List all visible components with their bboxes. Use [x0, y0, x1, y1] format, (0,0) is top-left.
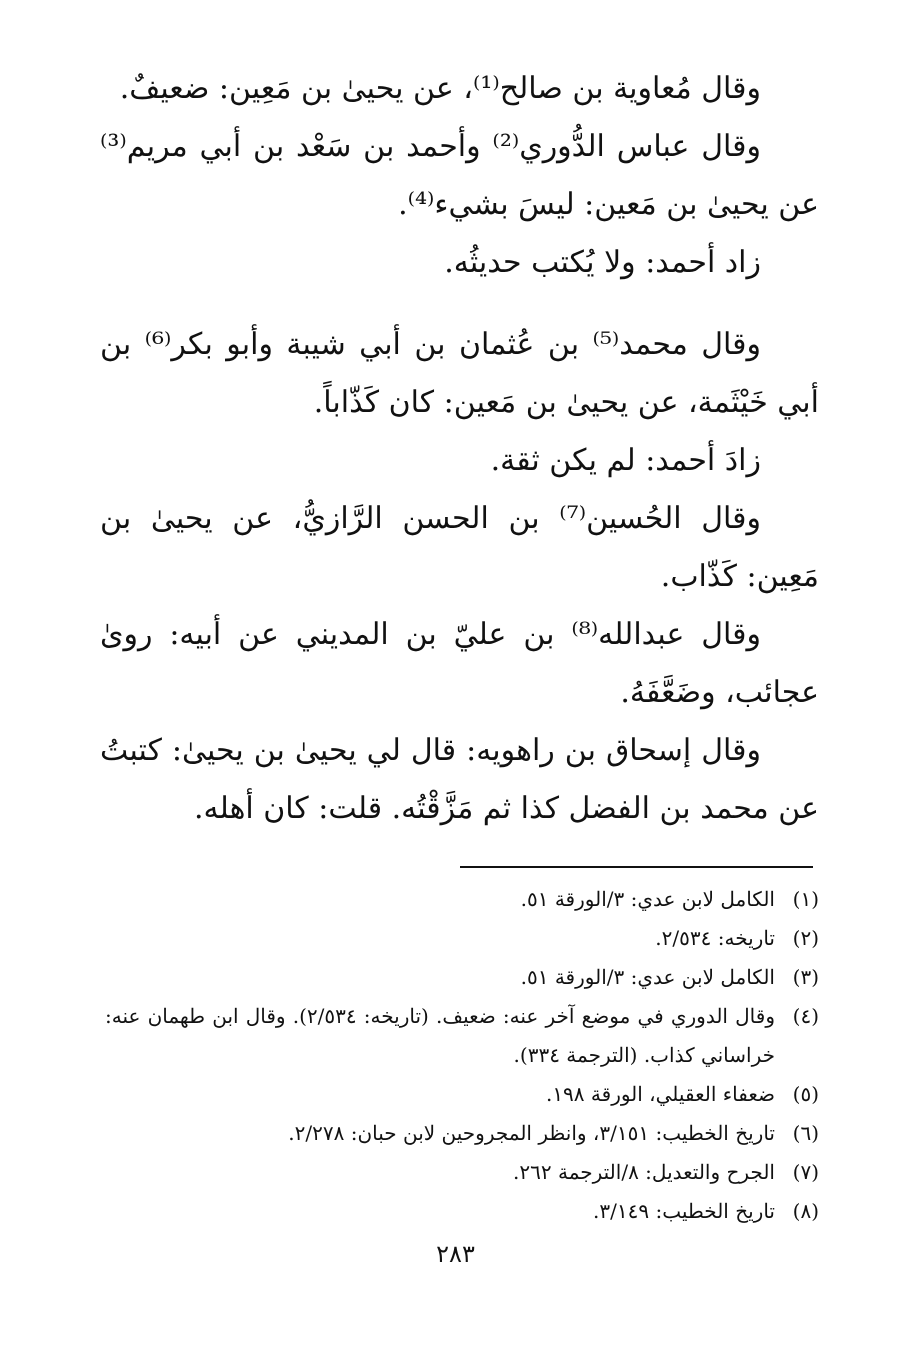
footnote-text: تاريخ الخطيب: ٣/١٤٩.: [593, 1199, 775, 1223]
footnote-text: الكامل لابن عدي: ٣/الورقة ٥١.: [520, 887, 775, 911]
paragraph-ahmad-addition-2: زادَ أحمد: لم يكن ثقة.: [490, 443, 761, 478]
paragraph-abbas-duri: وقال عباس الدُّوري⁽²⁾ وأحمد بن سَعْد بن أبي مريم⁽³⁾ عن يحيىٰ بن مَعين: ليسَ بشيء⁽⁴⁾.: [100, 129, 819, 222]
footnote-text: ضعفاء العقيلي، الورقة ١٩٨.: [545, 1082, 775, 1106]
footnote-number: (٥): [792, 1082, 819, 1106]
paragraph-husayn-razi: وقال الحُسين⁽⁷⁾ بن الحسن الرَّازيُّ، عن يحيىٰ بن مَعِين: كَذّاب.: [100, 501, 819, 594]
footnote-number: (٨): [792, 1199, 819, 1223]
paragraph-muhammad-ibn-uthman: وقال محمد⁽⁵⁾ بن عُثمان بن أبي شيبة وأبو بكر⁽⁶⁾ بن أبي خَيْثَمة، عن يحيىٰ بن مَعين: كان كَذّاباً.: [100, 327, 819, 420]
footnote-item: [105, 880, 819, 919]
footnote-number: (٣): [792, 965, 819, 989]
footnote-number: (٤): [792, 1004, 819, 1028]
footnote-number: (٢): [792, 926, 819, 950]
footnote-item: [105, 1192, 819, 1231]
paragraph-ishaq-rahawayh: وقال إسحاق بن راهويه: قال لي يحيىٰ بن يحيىٰ: كتبتُ عن محمد بن الفضل كذا ثم مَزَّقْتُه. قلت: كان أهله.: [100, 733, 819, 826]
footnote-number: (١): [792, 887, 819, 911]
main-text: [100, 60, 819, 838]
paragraph-ahmad-addition: زاد أحمد: ولا يُكتب حديثُه.: [444, 245, 761, 280]
footnote-item: [105, 1114, 819, 1153]
footnote-number: (٧): [792, 1160, 819, 1184]
footnote-text: وقال الدوري في موضع آخر عنه: ضعيف. (تاريخه: ٢/٥٣٤). وقال ابن طهمان عنه: خراساني كذاب. (الترجمة ٣٣٤).: [105, 1004, 775, 1067]
paragraph-abdullah-madini: وقال عبدالله⁽⁸⁾ بن عليّ بن المديني عن أبيه: روىٰ عجائب، وضَعَّفَهُ.: [100, 617, 819, 710]
footnote-text: الكامل لابن عدي: ٣/الورقة ٥١.: [520, 965, 775, 989]
footnote-item: [105, 997, 819, 1075]
footnote-item: [105, 1075, 819, 1114]
footnote-text: تاريخ الخطيب: ٣/١٥١، وانظر المجروحين لابن حبان: ٢/٢٧٨.: [288, 1121, 775, 1145]
footnote-number: (٦): [792, 1121, 819, 1145]
footnote-item: [105, 958, 819, 997]
paragraph-muawiya: وقال مُعاوية بن صالح⁽¹⁾، عن يحيىٰ بن مَعِين: ضعيفٌ.: [119, 71, 761, 106]
footnotes: [105, 880, 819, 1231]
footnote-divider: [460, 866, 813, 868]
footnote-item: [105, 1153, 819, 1192]
page-number: ٢٨٣: [436, 1240, 475, 1268]
footnote-text: الجرح والتعديل: ٨/الترجمة ٢٦٢.: [513, 1160, 775, 1184]
footnote-text: تاريخه: ٢/٥٣٤.: [655, 926, 775, 950]
footnote-item: [105, 919, 819, 958]
